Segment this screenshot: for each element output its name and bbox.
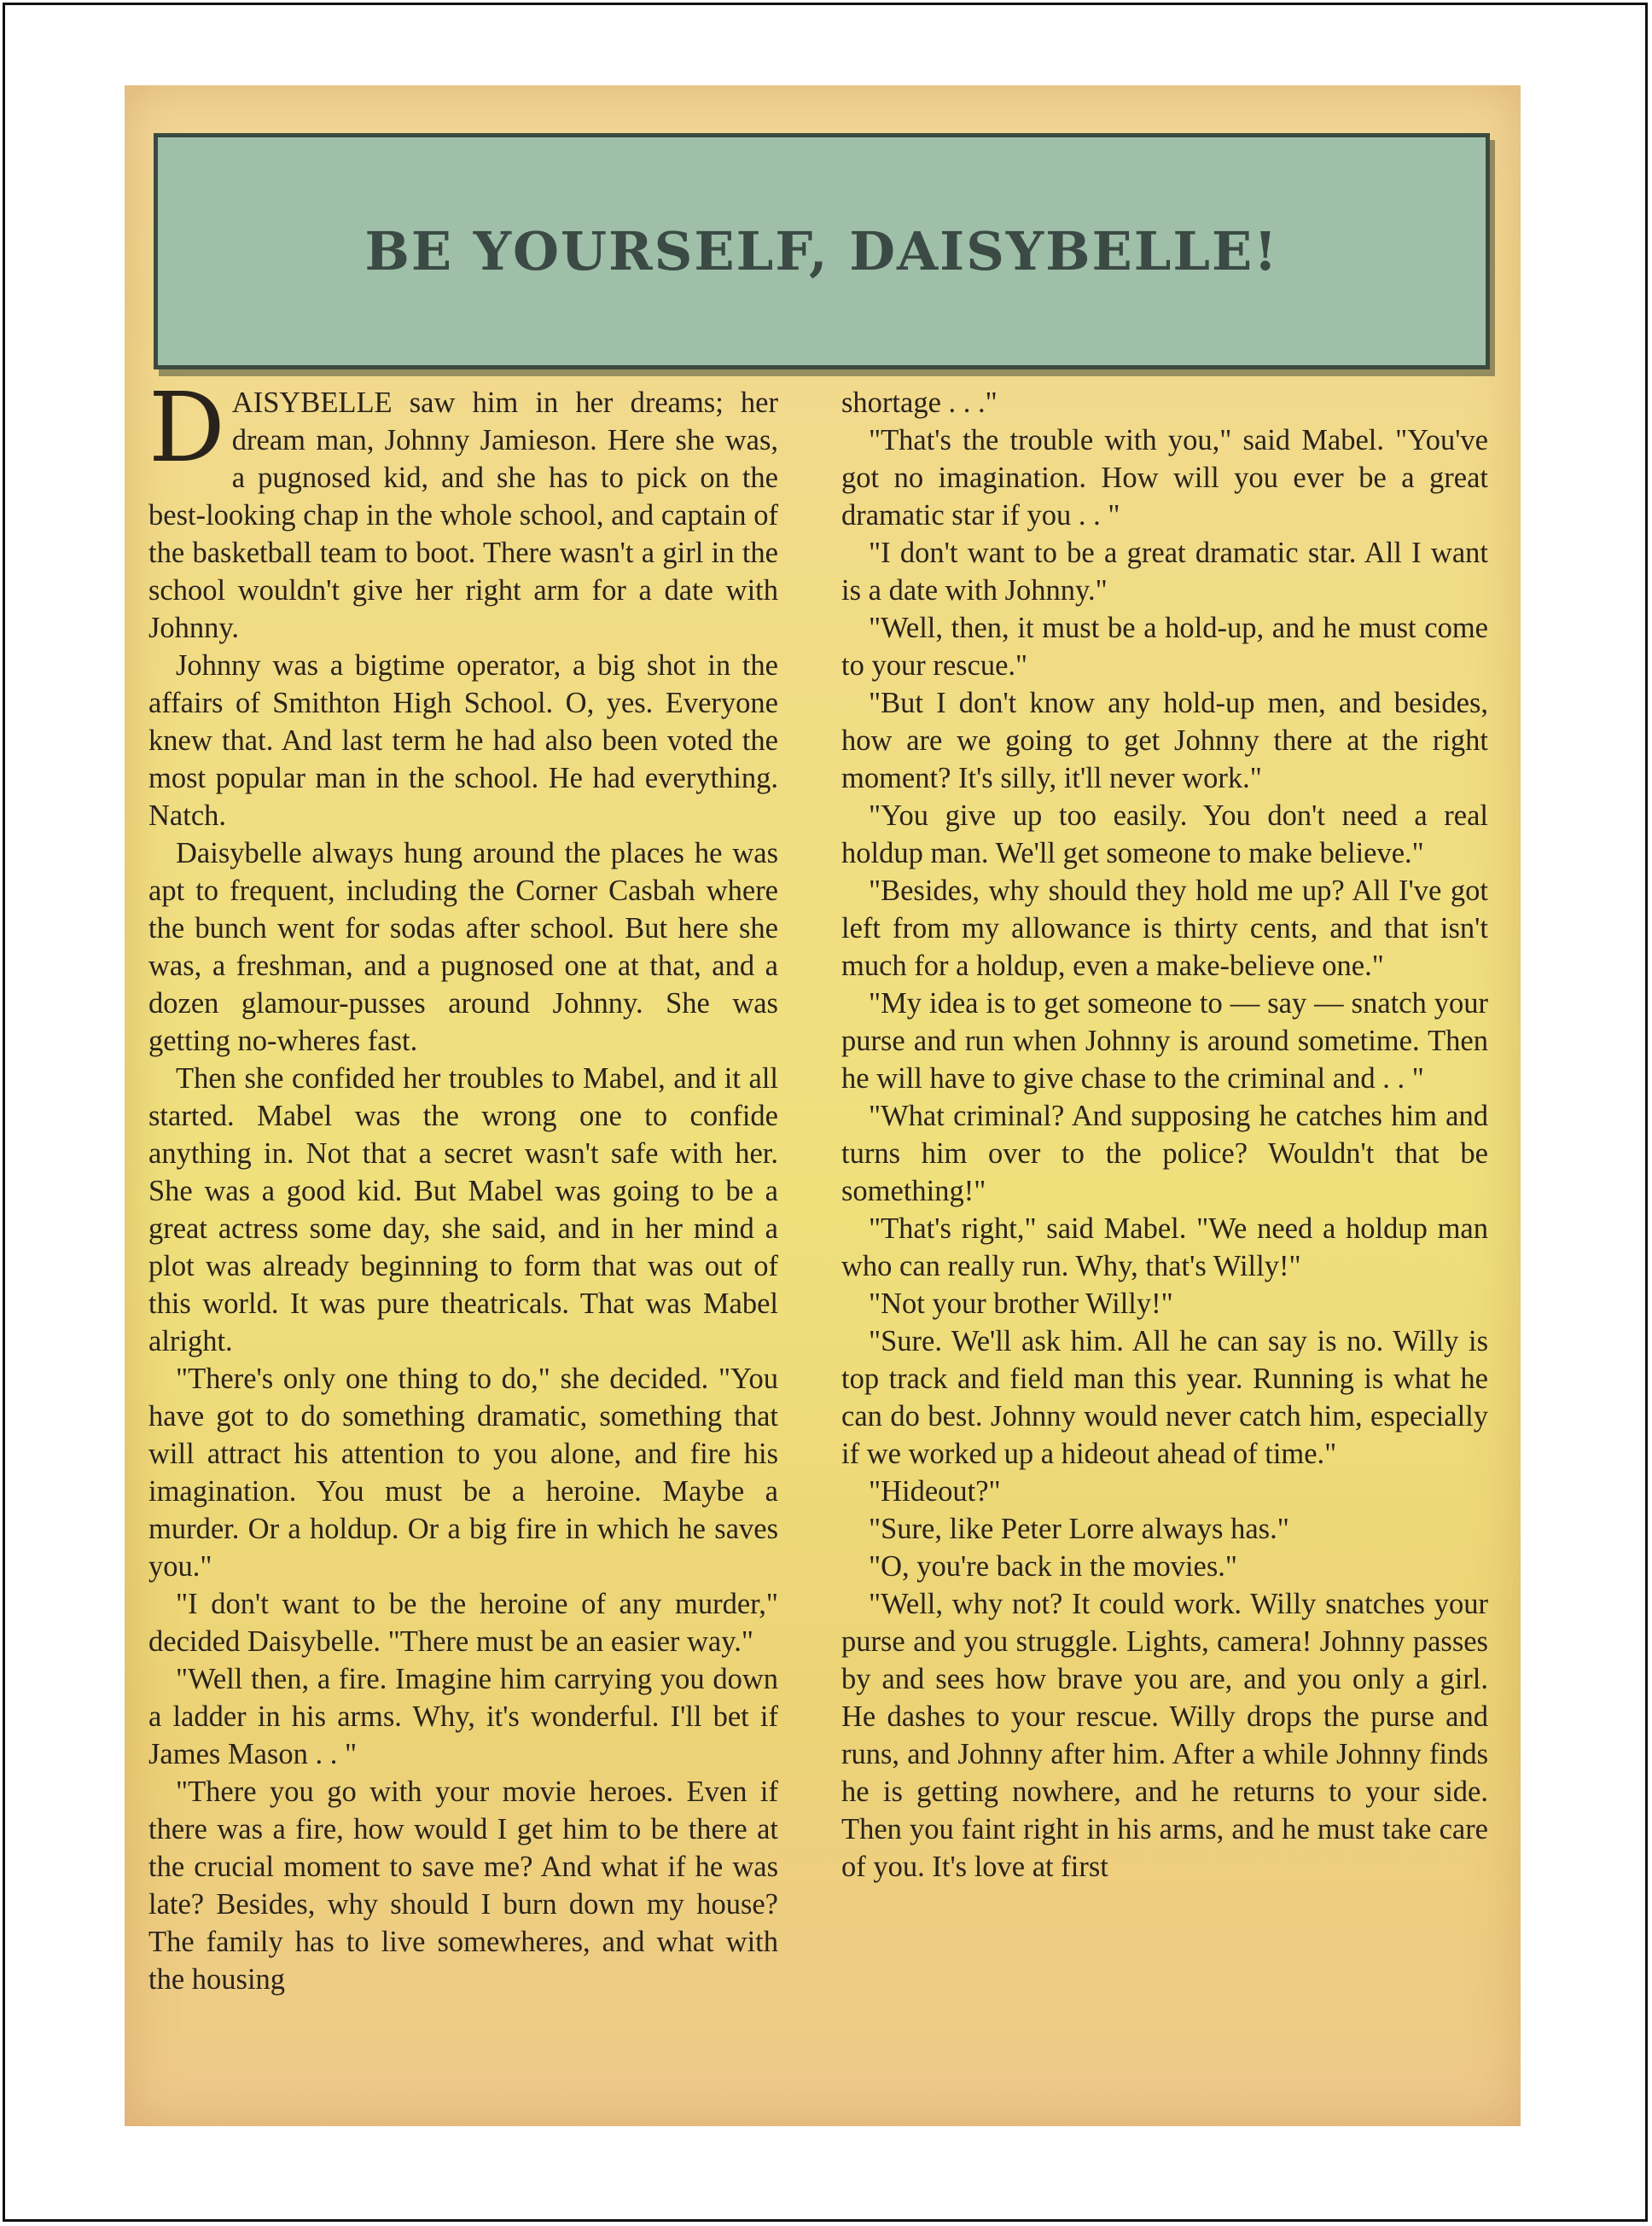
paragraph: "Sure, like Peter Lorre always has." xyxy=(869,1513,1289,1545)
paragraph: "I don't want to be a great dramatic star. All I want is a date with Johnny." xyxy=(841,537,1488,607)
right-column xyxy=(841,384,1488,2107)
drop-cap: D xyxy=(148,384,225,484)
paragraph: "Well then, a fire. Imagine him carrying you down a ladder in his arms. Why, it's wonderful. I'll bet if James Mason . . " xyxy=(148,1663,778,1770)
title-banner xyxy=(154,133,1490,369)
paragraph: "What criminal? And supposing he catches him and turns him over to the police? Wouldn't that be something!" xyxy=(841,1100,1488,1207)
paragraph: "That's the trouble with you," said Mabel. "You've got no imagination. How will you ever be a great dramatic star if you . . " xyxy=(841,424,1488,532)
paragraph: "Not your brother Willy!" xyxy=(869,1287,1173,1320)
paragraph: "You give up too easily. You don't need a real holdup man. We'll get someone to make believe." xyxy=(841,799,1488,869)
paragraph: "Besides, why should they hold me up? All I've got left from my allowance is thirty cents, and that isn't much for a holdup, even a make-believe one." xyxy=(841,875,1488,982)
magazine-page xyxy=(125,85,1521,2126)
paragraph: "Sure. We'll ask him. All he can say is no. Willy is top track and field man this year. Running is what he can do best. Johnny would never catch him, especially if we worked up a hideout ahead of time." xyxy=(841,1325,1488,1470)
paragraph: Daisybelle always hung around the places he was apt to frequent, including the Corner Casbah where the bunch went for sodas after school. But here she was, a freshman, and a pugnosed one at that, and a dozen glamour-pusses around Johnny. She was getting no-wheres fast. xyxy=(148,837,778,1057)
paragraph: "Well, then, it must be a hold-up, and he must come to your rescue." xyxy=(841,612,1488,682)
page-title: BE YOURSELF, DAISYBELLE! xyxy=(364,220,1279,282)
first-paragraph xyxy=(148,384,778,647)
paragraph: Johnny was a bigtime operator, a big shot in the affairs of Smithton High School. O, yes. Everyone knew that. And last term he had also been voted the most popular man in the school. He had everything. Natch. xyxy=(148,649,778,832)
paragraph: "I don't want to be the heroine of any murder," decided Daisybelle. "There must be an easier way." xyxy=(148,1588,778,1658)
paragraph: "My idea is to get someone to — say — snatch your purse and run when Johnny is around sometime. Then he will have to give chase to the criminal and . . " xyxy=(841,987,1488,1095)
first-paragraph-text: AISYBELLE saw him in her dreams; her dream man, Johnny Jamieson. Here she was, a pugnosed kid, and she has to pick on the best-looking chap in the whole school, and captain of the basketball team to boot. There wasn't a girl in the school wouldn't give her right arm for a date with Johnny. xyxy=(148,386,778,644)
paragraph: "There you go with your movie heroes. Even if there was a fire, how would I get him to be there at the crucial moment to save me? And what if he was late? Besides, why should I burn down my house? The family has to live somewheres, and what with the housing xyxy=(148,1776,778,1996)
paragraph: "Hideout?" xyxy=(869,1475,1001,1508)
paragraph: "There's only one thing to do," she decided. "You have got to do something dramatic, something that will attract his attention to you alone, and fire his imagination. You must be a heroine. Maybe a murder. Or a holdup. Or a big fire in which he saves you." xyxy=(148,1363,778,1583)
paragraph: "That's right," said Mabel. "We need a holdup man who can really run. Why, that's Willy!" xyxy=(841,1212,1488,1282)
paragraph: "But I don't know any hold-up men, and besides, how are we going to get Johnny there at the right moment? It's silly, it'll never work." xyxy=(841,687,1488,794)
continued-paragraph: shortage . . ." xyxy=(841,386,998,419)
paragraph: "Well, why not? It could work. Willy snatches your purse and you struggle. Lights, camera! Johnny passes by and sees how brave you are, and you only a girl. He dashes to your rescue. Willy drops the purse and runs, and Johnny after him. After a while Johnny finds he is getting nowhere, and he returns to your side. Then you faint right in his arms, and he must take care of you. It's love at first xyxy=(841,1588,1488,1883)
paragraph: Then she confided her troubles to Mabel, and it all started. Mabel was the wrong one to confide anything in. Not that a secret wasn't safe with her. She was a good kid. But Mabel was going to be a great actress some day, she said, and in her mind a plot was already beginning to form that was out of this world. It was pure theatricals. That was Mabel alright. xyxy=(148,1062,778,1357)
paragraph: "O, you're back in the movies." xyxy=(869,1550,1237,1583)
left-column xyxy=(148,384,778,2107)
